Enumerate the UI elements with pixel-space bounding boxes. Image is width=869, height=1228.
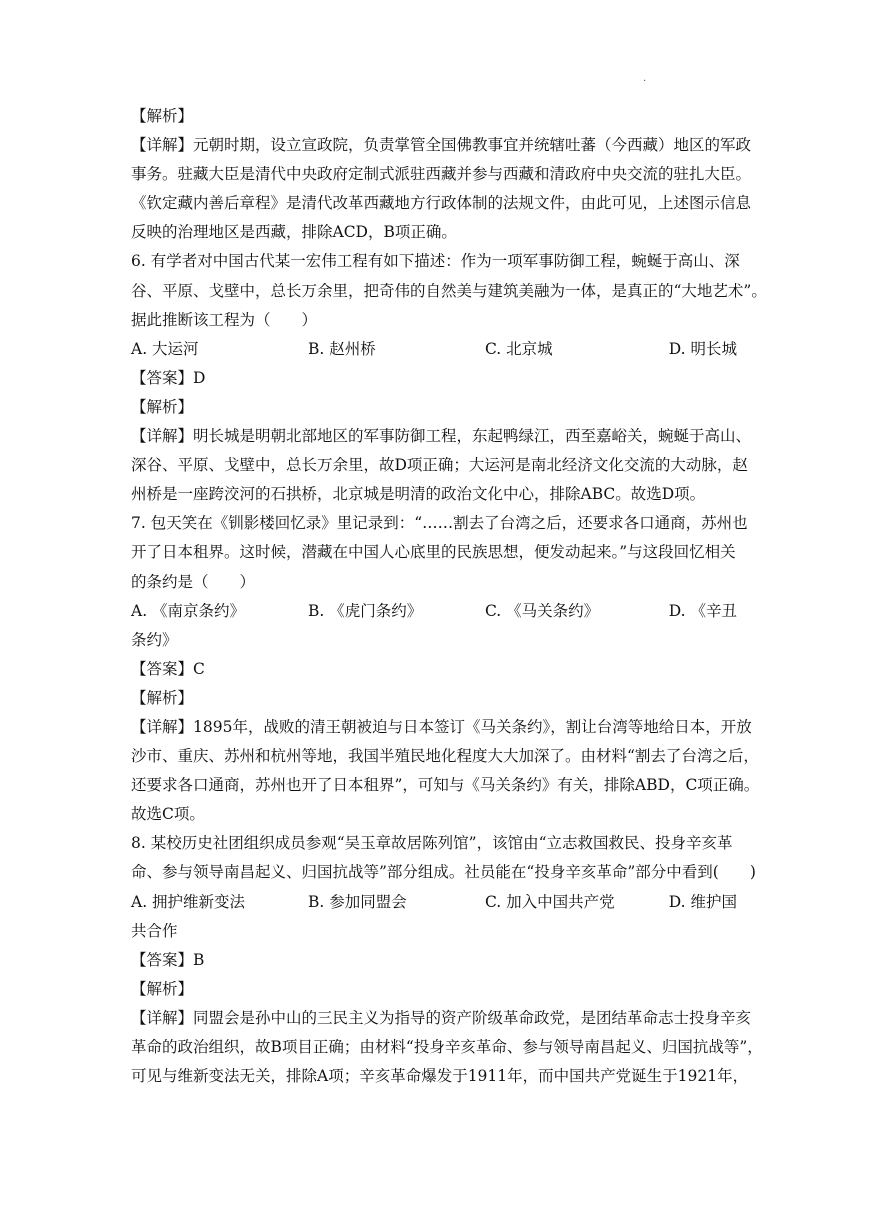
question-stem-line: 命、参与领导南昌起义、归国抗战等”部分组成。社员能在“投身辛亥革命”部分中看到( )	[131, 863, 756, 882]
document-body	[131, 102, 767, 1091]
question-6	[131, 247, 767, 509]
detail-line: 故选C项。	[131, 805, 205, 824]
answer-line: 【答案】C	[131, 659, 205, 678]
question-stem-line: 6. 有学者对中国古代某一宏伟工程有如下描述：作为一项军事防御工程，蜿蜒于高山、深	[131, 252, 740, 271]
option-a: A. 拥护维新变法	[131, 892, 246, 911]
detail-line: 还要求各口通商，苏州也开了日本租界”，可知与《马关条约》有关，排除ABD，C项正确。	[131, 776, 760, 795]
option-d-continuation: 条约》	[131, 630, 178, 649]
detail-line: 【详解】明长城是明朝北部地区的军事防御工程，东起鸭绿江，西至嘉峪关，蜿蜒于高山、	[131, 427, 752, 446]
analysis-heading: 【解析】	[131, 397, 194, 416]
detail-line: 可见与维新变法无关，排除A项；辛亥革命爆发于1911年，而中国共产党诞生于1921年，	[131, 1067, 749, 1086]
q5-analysis-block	[131, 102, 752, 247]
option-b: B. 赵州桥	[308, 339, 376, 358]
option-d: D. 《辛丑	[668, 601, 737, 620]
answer-line: 【答案】B	[131, 950, 205, 969]
detail-line: 事务。驻藏大臣是清代中央政府定制式派驻西藏并参与西藏和清政府中央交流的驻扎大臣。	[131, 165, 752, 184]
analysis-heading: 【解析】	[131, 107, 194, 125]
question-stem-line: 7. 包天笑在《钏影楼回忆录》里记录到：“……割去了台湾之后，还要求各口通商，苏州也	[131, 514, 748, 533]
detail-line: 【详解】同盟会是孙中山的三民主义为指导的资产阶级革命政党，是团结革命志士投身辛亥	[131, 1008, 752, 1027]
question-stem-line: 谷、平原、戈壁中，总长万余里，把奇伟的自然美与建筑美融为一体，是真正的“大地艺术”。	[131, 281, 767, 300]
option-a: A. 大运河	[131, 339, 199, 358]
option-c: C. 《马关条约》	[485, 601, 600, 620]
header-mark: ·	[643, 76, 647, 87]
detail-line: 深谷、平原、戈壁中，总长万余里，故D项正确；大运河是南北经济文化交流的大动脉，赵	[131, 456, 748, 475]
option-d: D. 维护国	[668, 892, 737, 911]
option-b: B. 《虎门条约》	[308, 601, 423, 620]
options-row	[131, 888, 737, 917]
detail-line: 州桥是一座跨洨河的石拱桥，北京城是明清的政治文化中心，排除ABC。故选D项。	[131, 485, 706, 504]
detail-line: 沙市、重庆、苏州和杭州等地，我国半殖民地化程度大大加深了。由材料“割去了台湾之后，	[131, 747, 759, 766]
analysis-heading: 【解析】	[131, 979, 194, 998]
option-b: B. 参加同盟会	[308, 892, 407, 911]
option-a: A. 《南京条约》	[131, 601, 246, 620]
analysis-heading: 【解析】	[131, 688, 194, 707]
question-7	[131, 509, 760, 829]
options-row	[131, 335, 737, 364]
detail-line: 【详解】1895年，战败的清王朝被迫与日本签订《马关条约》，割让台湾等地给日本，开放	[131, 717, 752, 736]
detail-line: 革命的政治组织，故B项目正确；由材料“投身辛亥革命、参与领导南昌起义、归国抗战等”，	[131, 1038, 763, 1056]
question-stem-line: 开了日本租界。这时候，潜藏在中国人心底里的民族思想，便发动起来。”与这段回忆相关	[131, 543, 736, 562]
option-c: C. 加入中国共产党	[485, 892, 615, 911]
option-c: C. 北京城	[485, 339, 553, 358]
option-d: D. 明长城	[668, 339, 737, 358]
option-d-continuation: 共合作	[131, 921, 178, 940]
question-stem-line: 8. 某校历史社团组织成员参观“吴玉章故居陈列馆”，该馆由“立志救国救民、投身辛亥革	[131, 834, 733, 853]
detail-line: 反映的治理地区是西藏，排除ACD，B项正确。	[131, 223, 457, 242]
detail-line: 《钦定藏内善后章程》是清代改革西藏地方行政体制的法规文件，由此可见，上述图示信息	[131, 194, 752, 213]
question-stem-line: 据此推断该工程为（ ）	[131, 310, 318, 329]
answer-line: 【答案】D	[131, 368, 206, 387]
options-row	[131, 597, 737, 626]
question-stem-line: 的条约是（ ）	[131, 572, 256, 591]
question-8	[131, 829, 763, 1091]
detail-line: 【详解】元朝时期，设立宣政院，负责掌管全国佛教事宜并统辖吐蕃（今西藏）地区的军政	[131, 136, 752, 155]
